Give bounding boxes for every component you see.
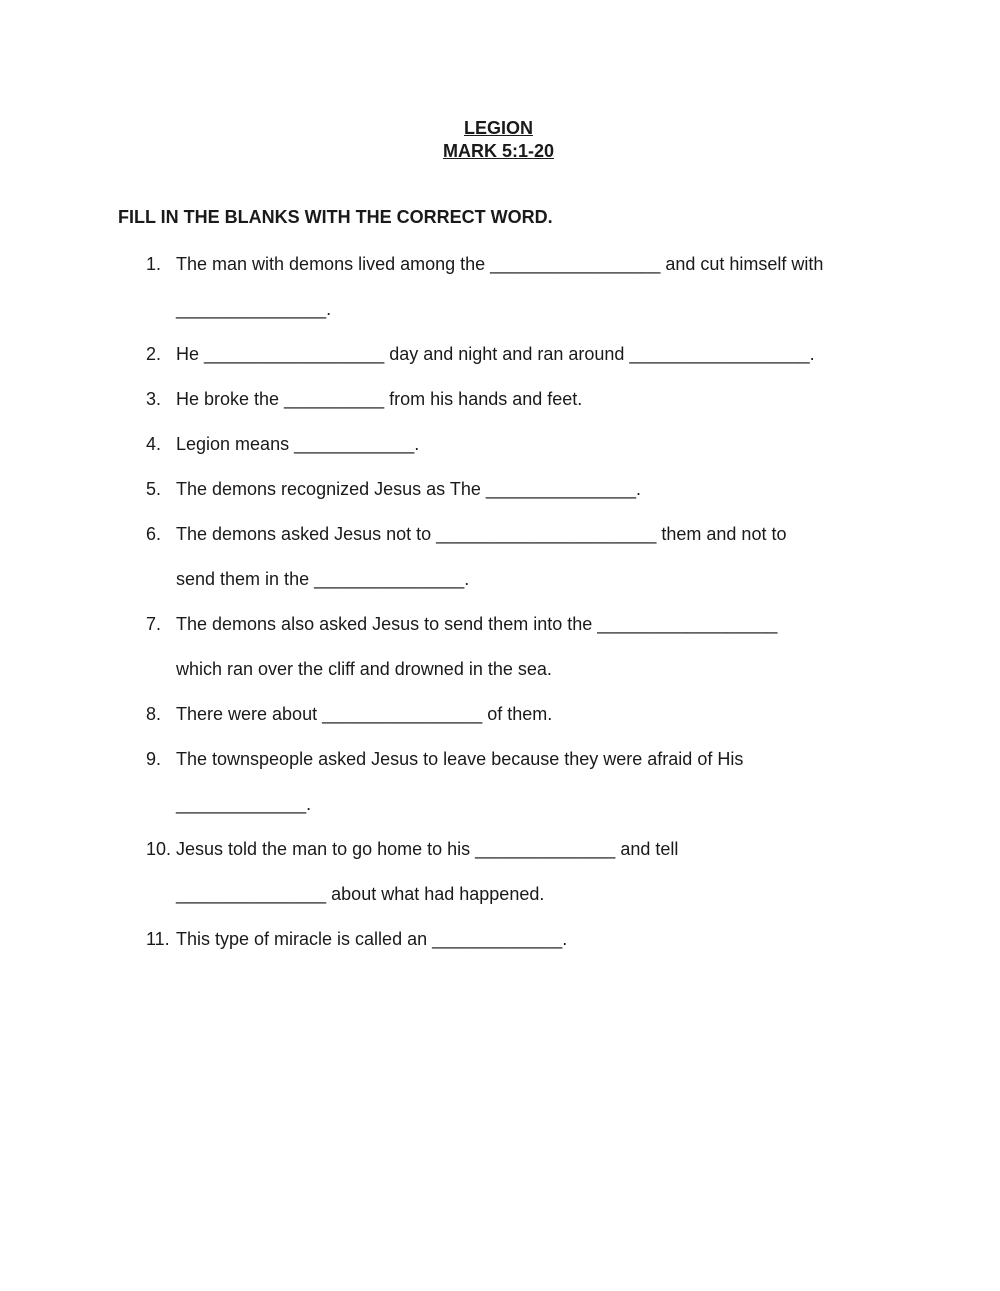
question-text: The townspeople asked Jesus to leave because they were afraid of His <box>176 749 744 769</box>
question-text: This type of miracle is called an _____________. <box>176 929 568 949</box>
question-text: Jesus told the man to go home to his ______________ and tell <box>176 839 679 859</box>
question-text-continued: which ran over the cliff and drowned in the sea. <box>176 659 552 679</box>
question-number: 7. <box>146 614 162 634</box>
question-text: The man with demons lived among the _________________ and cut himself with <box>176 254 824 274</box>
question-3 <box>146 388 906 411</box>
question-number: 11. <box>146 929 170 949</box>
question-8 <box>146 703 906 726</box>
question-text: Legion means ____________. <box>176 434 420 454</box>
question-4 <box>146 433 906 456</box>
question-number: 3. <box>146 389 162 409</box>
question-number: 4. <box>146 434 162 454</box>
question-text: The demons recognized Jesus as The _______________. <box>176 479 642 499</box>
question-number: 9. <box>146 749 162 769</box>
question-text: There were about ________________ of them. <box>176 704 553 724</box>
question-number: 5. <box>146 479 162 499</box>
question-number: 10. <box>146 839 172 859</box>
worksheet-title <box>0 117 997 163</box>
title-scripture-reference: MARK 5:1-20 <box>442 141 555 161</box>
question-number: 8. <box>146 704 162 724</box>
question-2 <box>146 343 906 366</box>
question-10 <box>146 838 906 906</box>
question-text: The demons also asked Jesus to send them into the __________________ <box>176 614 778 634</box>
title-legion: LEGION <box>463 118 533 138</box>
question-number: 2. <box>146 344 162 364</box>
question-number: 6. <box>146 524 162 544</box>
question-text: The demons asked Jesus not to ______________________ them and not to <box>176 524 787 544</box>
question-text-continued: _______________. <box>176 299 332 319</box>
question-text-continued: send them in the _______________. <box>176 569 470 589</box>
question-9 <box>146 748 906 816</box>
instructions-heading: FILL IN THE BLANKS WITH THE CORRECT WORD. <box>118 207 553 227</box>
question-7 <box>146 613 906 681</box>
question-5 <box>146 478 906 501</box>
question-11 <box>146 928 906 951</box>
question-text: He __________________ day and night and ran around __________________. <box>176 344 815 364</box>
question-text: He broke the __________ from his hands and feet. <box>176 389 583 409</box>
question-text-continued: _____________. <box>176 794 312 814</box>
question-1 <box>146 253 906 321</box>
question-list <box>146 253 906 973</box>
question-6 <box>146 523 906 591</box>
question-text-continued: _______________ about what had happened. <box>176 884 545 904</box>
question-number: 1. <box>146 254 162 274</box>
